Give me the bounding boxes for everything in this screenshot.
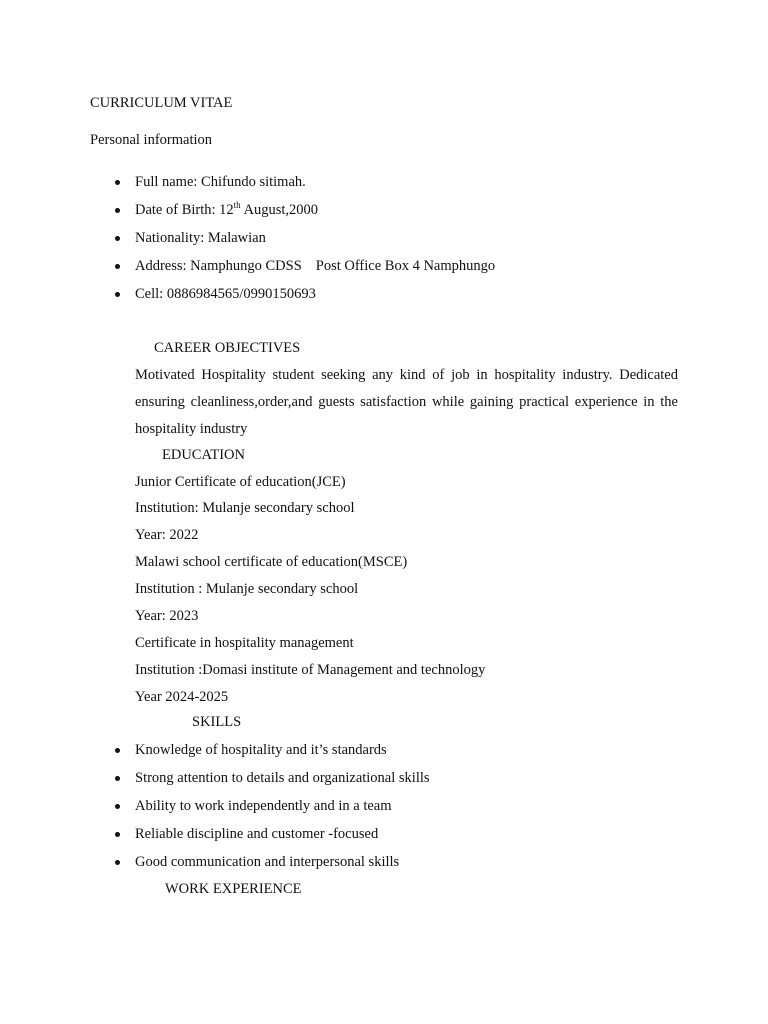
bullet-icon [115, 180, 120, 185]
bullet-icon [115, 776, 120, 781]
document-title: CURRICULUM VITAE [90, 95, 233, 111]
education-line: Year: 2023 [135, 608, 199, 624]
work-experience-heading: WORK EXPERIENCE [165, 881, 302, 897]
personal-dob [135, 201, 318, 219]
personal-address [135, 257, 495, 275]
skill-item: Reliable discipline and customer -focused [135, 826, 379, 842]
education-line: Institution :Domasi institute of Management and technology [135, 662, 486, 678]
skill-item: Good communication and interpersonal skills [135, 854, 400, 870]
address-part2: Post Office Box 4 Namphungo [315, 258, 496, 274]
personal-info-heading: Personal information [90, 132, 213, 148]
bullet-icon [115, 832, 120, 837]
dob-suffix: August,2000 [240, 202, 319, 218]
skills-heading: SKILLS [192, 714, 242, 730]
skill-item: Strong attention to details and organizational skills [135, 770, 430, 786]
bullet-icon [115, 292, 120, 297]
education-line: Year: 2022 [135, 527, 199, 543]
personal-nationality: Nationality: Malawian [135, 230, 266, 246]
skill-item: Knowledge of hospitality and it’s standards [135, 742, 387, 758]
education-line: Certificate in hospitality management [135, 635, 354, 651]
education-heading: EDUCATION [162, 447, 245, 463]
bullet-icon [115, 804, 120, 809]
career-line-2: ensuring cleanliness,order,and guests satisfaction while gaining practical experience in the [135, 394, 678, 410]
education-line: Institution: Mulanje secondary school [135, 500, 355, 516]
dob-superscript: th [233, 200, 241, 210]
education-line: Junior Certificate of education(JCE) [135, 474, 346, 490]
career-line-1: Motivated Hospitality student seeking any kind of job in hospitality industry. Dedicated [135, 367, 678, 383]
bullet-icon [115, 208, 120, 213]
address-part1: Address: Namphungo CDSS [135, 258, 302, 274]
education-line: Institution : Mulanje secondary school [135, 581, 359, 597]
career-line-3: hospitality industry [135, 421, 248, 437]
dob-prefix: Date of Birth: 12 [135, 202, 234, 218]
bullet-icon [115, 264, 120, 269]
education-line: Year 2024-2025 [135, 689, 229, 705]
education-line: Malawi school certificate of education(MSCE) [135, 554, 408, 570]
bullet-icon [115, 236, 120, 241]
bullet-icon [115, 860, 120, 865]
career-heading: CAREER OBJECTIVES [154, 340, 301, 356]
personal-full-name: Full name: Chifundo sitimah. [135, 174, 306, 190]
bullet-icon [115, 748, 120, 753]
skill-item: Ability to work independently and in a team [135, 798, 392, 814]
personal-cell: Cell: 0886984565/0990150693 [135, 286, 316, 302]
